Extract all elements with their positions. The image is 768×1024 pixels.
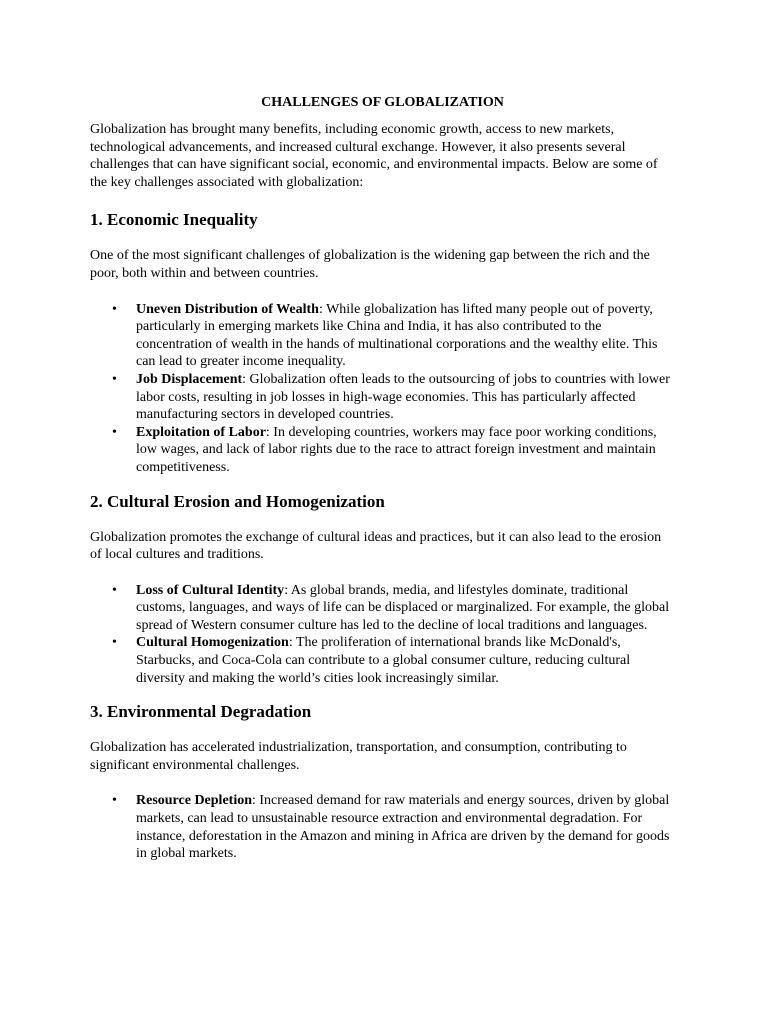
bullet-text: : Increased demand for raw materials and energy sources, driven by global markets, can lead to unsustainable resource extraction and environmental degradation. For instance, deforestation in the Amazon and mining in Africa are driven by the demand for goods in global markets. [136, 793, 670, 862]
list-item [90, 371, 675, 424]
bullet-icon: • [112, 301, 117, 317]
list-item [90, 582, 675, 635]
document-title: CHALLENGES OF GLOBALIZATION [261, 95, 504, 110]
section-economic-inequality [90, 210, 675, 476]
section-intro: One of the most significant challenges of globalization is the widening gap between the rich and the poor, both within and between countries. [90, 248, 650, 281]
bullet-text: : The proliferation of international brands like McDonald's, Starbucks, and Coca-Cola can contribute to a global consumer culture, reducing cultural diversity and making the world’s cities look increasingly similar. [136, 635, 631, 686]
bullet-text: : As global brands, media, and lifestyles dominate, traditional customs, languages, and ways of life can be displaced or marginalized. For example, the global spread of Western consumer culture has led to the decline of local traditions and languages. [136, 582, 670, 633]
bullet-icon: • [112, 635, 117, 651]
bullet-term: Uneven Distribution of Wealth [136, 301, 319, 317]
bullet-term: Exploitation of Labor [136, 424, 266, 440]
list-item [90, 792, 675, 862]
bullet-term: Loss of Cultural Identity [136, 582, 285, 598]
section-heading: 3. Environmental Degradation [90, 702, 312, 722]
section-heading: 2. Cultural Erosion and Homogenization [90, 491, 385, 511]
bullet-icon: • [112, 371, 117, 387]
bullet-icon: • [112, 582, 117, 598]
bullet-term: Resource Depletion [136, 793, 252, 809]
document-body [90, 94, 675, 878]
bullet-term: Cultural Homogenization [136, 635, 289, 651]
list-item [90, 301, 675, 371]
bullet-list [90, 792, 675, 862]
section-intro: Globalization has accelerated industrialization, transportation, and consumption, contributing to significant environmental challenges. [90, 740, 627, 773]
bullet-text: : Globalization often leads to the outsourcing of jobs to countries with lower labor costs, resulting in job losses in high-wage economies. This has particularly affected manufacturing sectors in developed countries. [136, 371, 670, 423]
list-item [90, 634, 675, 687]
bullet-text: : While globalization has lifted many people out of poverty, particularly in emerging markets like China and India, it has also contributed to the concentration of wealth in the hands of multinational corporations and the wealthy elite. This can lead to greater income inequality. [136, 301, 658, 370]
section-intro: Globalization promotes the exchange of cultural ideas and practices, but it can also lead to the erosion of local cultures and traditions. [90, 529, 662, 563]
bullet-icon: • [112, 793, 117, 809]
bullet-list [90, 301, 675, 477]
bullet-icon: • [112, 424, 117, 440]
bullet-list [90, 582, 675, 688]
section-environmental-degradation [90, 702, 675, 863]
intro-paragraph: Globalization has brought many benefits, including economic growth, access to new markets, technological advancements, and increased cultural exchange. However, it also presents several challenges that can have significant social, economic, and environmental impacts. Below are some of the key challenges associated with globalization: [90, 122, 658, 190]
bullet-text: : In developing countries, workers may face poor working conditions, low wages, and lack of labor rights due to the race to attract foreign investment and maintain competitiveness. [136, 424, 657, 475]
section-cultural-erosion [90, 492, 675, 688]
bullet-term: Job Displacement [136, 371, 243, 387]
list-item [90, 424, 675, 477]
section-heading: 1. Economic Inequality [90, 210, 258, 230]
